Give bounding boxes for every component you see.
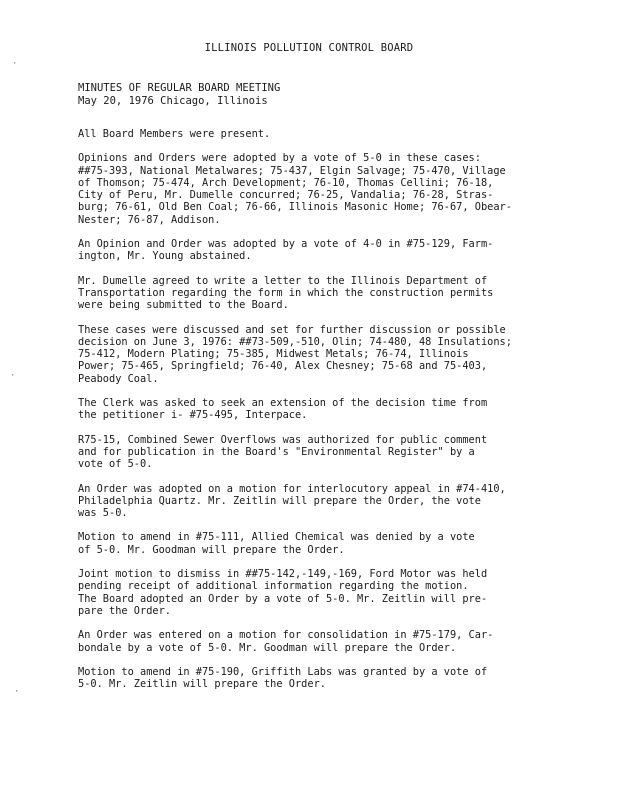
paragraph-opinions-adopted: Opinions and Orders were adopted by a vote of 5-0 in these cases: ##75-393, National Metalwares; 75-437, Elgin Salvage; 75-470, Village of Thomson; 75-474, Arch Development; 76-10, Thomas Cellini; 76-18, City of Peru, Mr. Dumelle concurred; 76-25, Vandalia; 76-28, Stras- burg; 76-61, Old Ben Coal; 76-66, Illinois Masonic Home; 76-67, Obear- Nester; 76-87, Addison. — [78, 152, 512, 226]
paragraph-cases-discussed: These cases were discussed and set for further discussion or possible decision on June 3, 1976: ##73-509,-510, Olin; 74-480, 48 Insulations; 75-412, Modern Plating; 75-385, Midwest Metals; 76-74, Illinois Power; 75-465, Springfield; 76-40, Alex Chesney; 75-68 and 75-403, Peabody Coal. — [78, 323, 512, 385]
paragraph-r75-15: R75-15, Combined Sewer Overflows was authorized for public comment and for publication in the Board's "Environmental Register" by a vote of 5-0. — [78, 433, 488, 471]
paragraph-carbondale: An Order was entered on a motion for consolidation in #75-179, Car- bondale by a vote of 5-0. Mr. Goodman will prepare the Order. — [78, 629, 494, 654]
minutes-body — [78, 128, 588, 702]
paragraph-extension: The Clerk was asked to seek an extension of the decision time from the petitioner i- #75-495, Interpace. — [78, 397, 488, 422]
paragraph-allied-chemical: Motion to amend in #75-111, Allied Chemical was denied by a vote of 5-0. Mr. Goodman will prepare the Order. — [78, 531, 475, 556]
meeting-date-location: May 20, 1976 Chicago, Illinois — [78, 95, 268, 107]
scan-mark: · — [14, 687, 20, 697]
minutes-heading — [78, 82, 280, 108]
paragraph-interlocutory-appeal: An Order was adopted on a motion for interlocutory appeal in #74-410, Philadelphia Quartz. Mr. Zeitlin will prepare the Order, the vote was 5-0. — [78, 482, 506, 520]
document-title: ILLINOIS POLLUTION CONTROL BOARD — [204, 42, 414, 54]
minutes-title: MINUTES OF REGULAR BOARD MEETING — [78, 82, 281, 94]
paragraph-attendance: All Board Members were present. — [78, 128, 271, 140]
scan-mark: · — [12, 59, 18, 69]
paragraph-griffith-labs: Motion to amend in #75-190, Griffith Labs was granted by a vote of 5-0. Mr. Zeitlin will prepare the Order. — [78, 665, 488, 691]
paragraph-dot-letter: Mr. Dumelle agreed to write a letter to the Illinois Department of Transportation regarding the form in which the construction permits were being submitted to the Board. — [78, 274, 494, 312]
scan-mark: · — [10, 371, 16, 381]
paragraph-ford-motor: Joint motion to dismiss in ##75-142,-149,-169, Ford Motor was held pending receipt of additional information regarding the motion. The Board adopted an Order by a vote of 5-0. Mr. Zeitlin will pre- pare the Order. — [78, 568, 488, 617]
paragraph-farmington: An Opinion and Order was adopted by a vote of 4-0 in #75-129, Farm- ington, Mr. Young abstained. — [78, 238, 494, 263]
